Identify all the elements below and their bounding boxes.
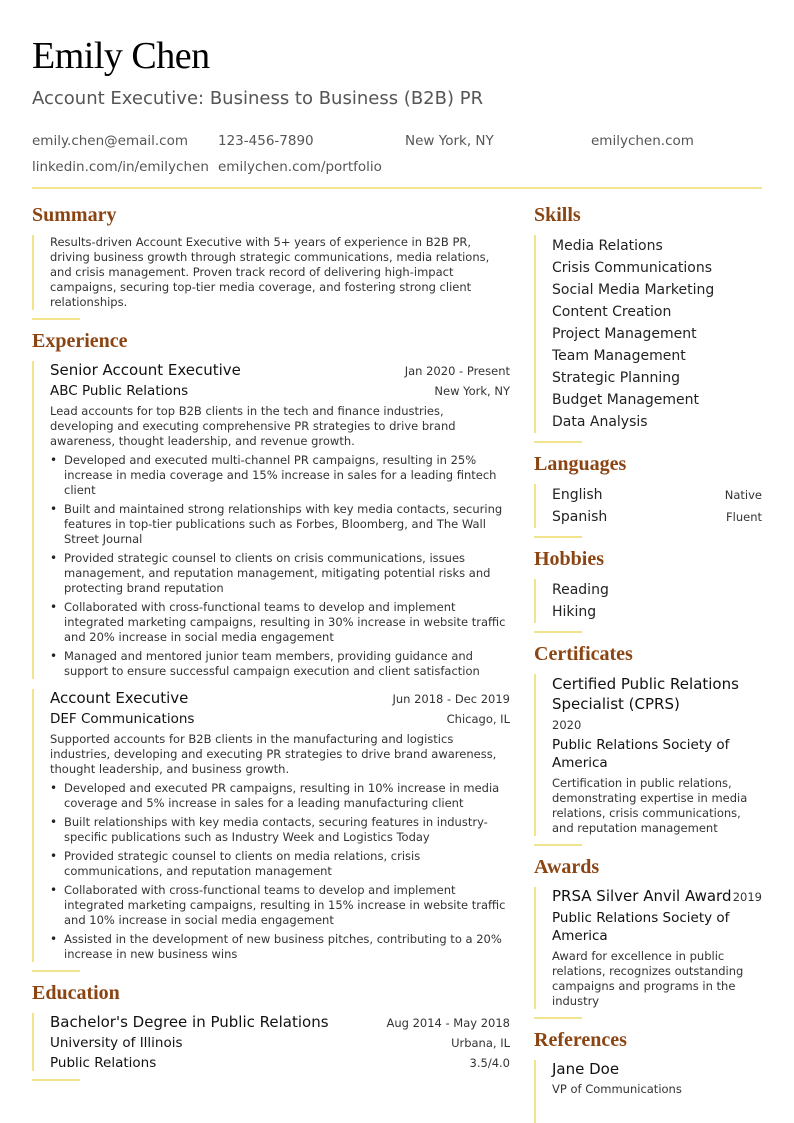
candidate-title: Account Executive: Business to Business (B2B) PR [32,88,484,109]
website-link[interactable]: emilychen.com [591,133,694,149]
header-divider [32,187,762,189]
job-description: Lead accounts for top B2B clients in the tech and finance industries, developing and executing comprehensive PR strategies to drive brand awareness, thought leadership, and revenue growth. [50,404,456,448]
job-bullet: • Managed and mentored junior team members, providing guidance and support to ensure successful campaign execution and client satisfaction [50,649,510,679]
gpa: 3.5/4.0 [469,1056,510,1070]
job-bullet: • Built relationships with key media contacts, securing features in industry-specific publications such as Industry Week and Logistics Today [50,815,510,845]
summary-heading: Summary [32,204,117,226]
section-divider [534,536,582,538]
certificate-year: 2020 [552,718,582,732]
skills-section [534,204,762,443]
award-year: 2019 [732,890,762,904]
job-description: Supported accounts for B2B clients in the manufacturing and logistics industries, developing and executing PR strategies to drive brand awareness, thought leadership, and business growth. [50,732,497,776]
location-text: New York, NY [405,133,494,149]
job-location: New York, NY [434,384,510,398]
job-bullet: • Developed and executed multi-channel PR campaigns, resulting in 25% increase in media coverage and 15% increase in sales for a leading fintech client [50,453,510,498]
job-bullet: • Assisted in the development of new business pitches, contributing to a 20% increase in new business wins [50,932,510,962]
skill-item: Project Management [552,326,697,342]
summary-section [32,204,510,320]
hobby-item: Reading [552,582,609,598]
skill-item: Social Media Marketing [552,282,715,298]
job-dates: Jan 2020 - Present [404,364,510,378]
certificate-org: Public Relations Society of America [552,737,730,771]
award-name: PRSA Silver Anvil Award [552,887,732,905]
skill-item: Crisis Communications [552,260,712,276]
skills-heading: Skills [534,204,581,226]
school-name: University of Illinois [50,1035,183,1051]
main-column [32,204,510,1091]
references-heading: References [534,1029,627,1051]
awards-heading: Awards [534,856,600,878]
language-item [552,484,762,506]
job-bullets [50,781,510,962]
sidebar-column [534,204,762,1123]
section-divider [32,1079,80,1081]
job-title: Senior Account Executive [50,361,241,379]
hobbies-section [534,548,762,633]
skill-item: Budget Management [552,392,700,408]
section-divider [534,844,582,846]
field-of-study: Public Relations [50,1055,157,1071]
reference-name: Jane Doe [552,1060,620,1078]
experience-heading: Experience [32,330,128,352]
skill-item: Media Relations [552,238,663,254]
award-org: Public Relations Society of America [552,910,730,944]
hobbies-heading: Hobbies [534,548,605,570]
job-title: Account Executive [50,689,189,707]
email-link[interactable]: emily.chen@email.com [32,133,189,149]
job-entry [50,361,510,679]
section-divider [534,631,582,633]
summary-text: Results-driven Account Executive with 5+ years of experience in B2B PR, driving business growth through strategic communications, media relations, and crisis management. Proven track record of delivering high-impact campaigns, securing top-tier media coverage, and fostering strong client relationships. [50,235,490,309]
language-item [552,506,762,528]
education-section [32,982,510,1081]
section-divider [534,1017,582,1019]
language-name: English [552,487,603,503]
job-bullet: • Provided strategic counsel to clients on media relations, crisis communications, and reputation management [50,849,510,879]
job-entry [50,689,510,962]
job-company: DEF Communications [50,711,195,727]
job-dates: Jun 2018 - Dec 2019 [392,692,510,706]
experience-section [32,330,510,972]
references-section [534,1029,762,1123]
section-divider [534,441,582,443]
job-bullet: • Provided strategic counsel to clients on crisis communications, issues management, and reputation management, mitigating potential risks and protecting brand reputation [50,551,510,596]
education-heading: Education [32,982,120,1004]
job-bullet: • Collaborated with cross-functional teams to develop and implement integrated marketing campaigns, resulting in 30% increase in website traffic and 20% increase in social media engagement [50,600,510,645]
language-name: Spanish [552,509,608,525]
award-description: Award for excellence in public relations, recognizes outstanding campaigns and programs in the industry [552,949,744,1008]
certificates-heading: Certificates [534,643,633,665]
skill-item: Team Management [552,348,686,364]
job-location: Chicago, IL [446,712,510,726]
job-company: ABC Public Relations [50,383,189,399]
skill-item: Strategic Planning [552,370,681,386]
education-dates: Aug 2014 - May 2018 [386,1016,510,1030]
reference-title: VP of Communications [552,1082,682,1096]
hobby-item: Hiking [552,604,597,620]
languages-heading: Languages [534,453,627,475]
languages-section [534,453,762,538]
school-location: Urbana, IL [451,1036,510,1050]
awards-section [534,856,762,1019]
degree-name: Bachelor's Degree in Public Relations [50,1013,329,1031]
candidate-name: Emily Chen [32,35,210,77]
section-divider [32,318,80,320]
certificate-name: Certified Public Relations Specialist (CPRS) [552,675,739,713]
contact-info [32,128,762,180]
language-level: Native [724,488,762,502]
job-bullets [50,453,510,679]
skill-item: Data Analysis [552,414,648,430]
linkedin-link[interactable]: linkedin.com/in/emilychen [32,159,209,175]
portfolio-link[interactable]: emilychen.com/portfolio [218,159,382,175]
phone-number: 123-456-7890 [218,133,314,149]
job-bullet: • Developed and executed PR campaigns, resulting in 10% increase in media coverage and 5% increase in sales for a leading manufacturing client [50,781,510,811]
job-bullet: • Collaborated with cross-functional teams to develop and implement integrated marketing campaigns, resulting in 15% increase in website traffic and 10% increase in social media engagement [50,883,510,928]
skill-item: Content Creation [552,304,672,320]
certificate-description: Certification in public relations, demonstrating expertise in media relations, crisis communications, and reputation management [552,776,748,835]
job-bullet: • Built and maintained strong relationships with key media contacts, securing features in top-tier publications such as Forbes, Bloomberg, and The Wall Street Journal [50,502,510,547]
certificates-section [534,643,762,846]
language-level: Fluent [726,510,762,524]
section-divider [32,970,80,972]
